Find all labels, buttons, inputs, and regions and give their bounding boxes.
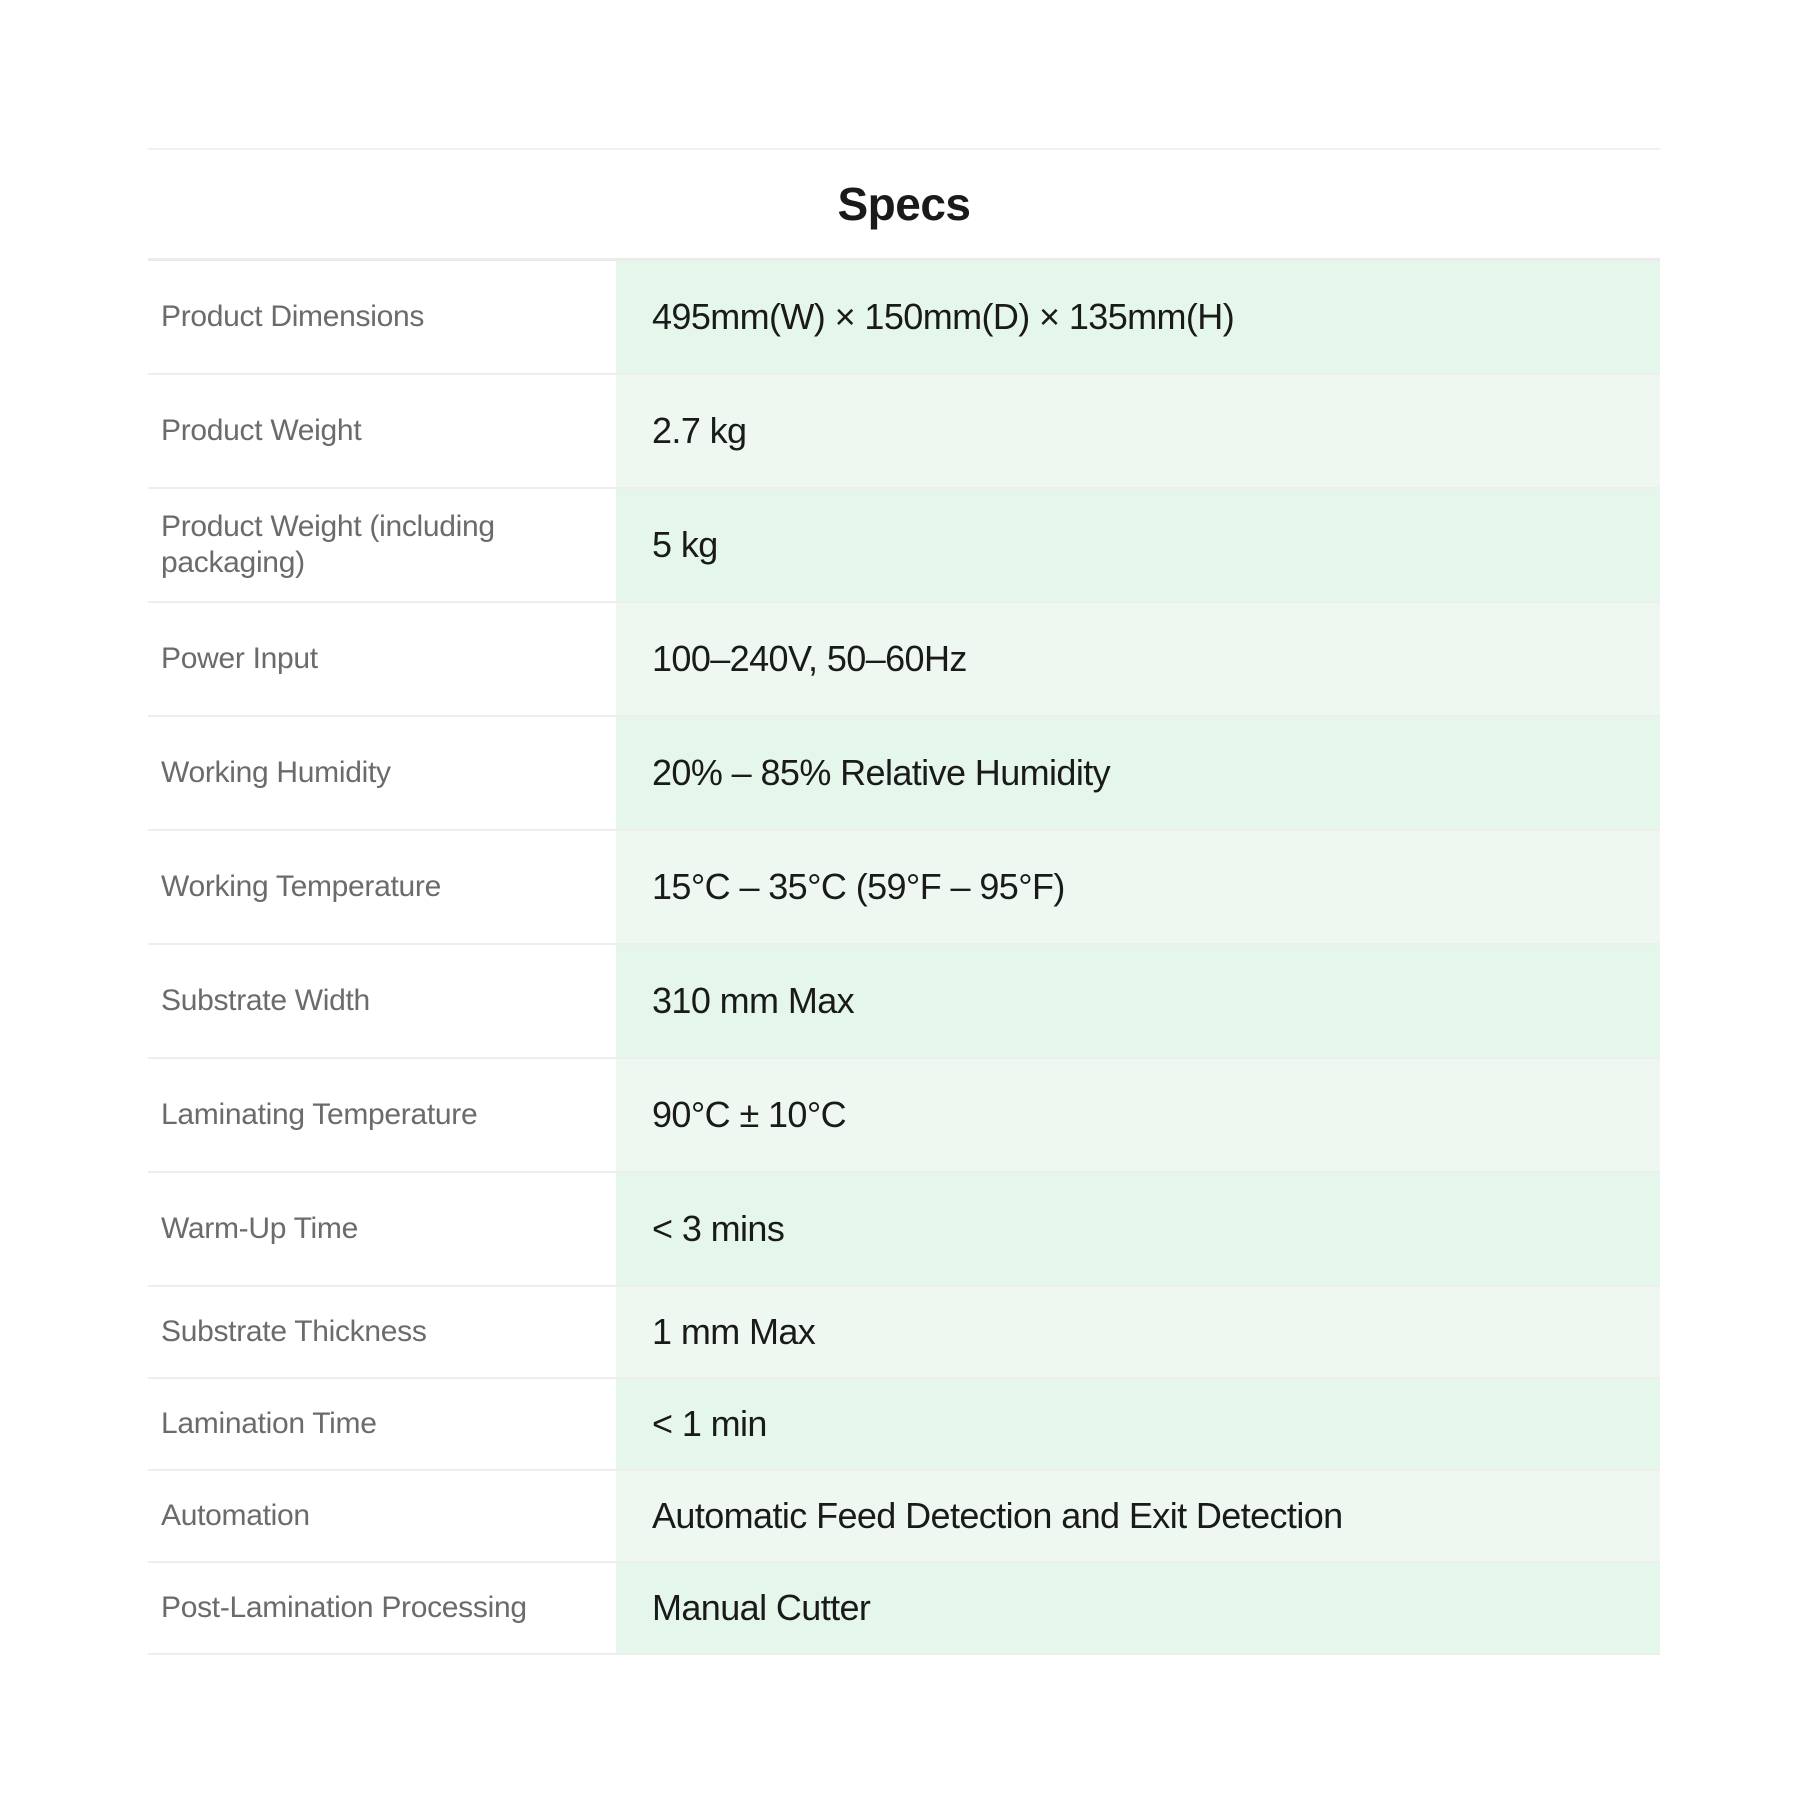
- spec-value: < 1 min: [616, 1379, 1660, 1469]
- spec-row-product-weight: [148, 375, 1660, 489]
- spec-label: Working Humidity: [148, 717, 616, 829]
- spec-value: Automatic Feed Detection and Exit Detection: [616, 1471, 1660, 1561]
- spec-row-post-lamination-processing: [148, 1563, 1660, 1655]
- specs-header: [148, 148, 1660, 261]
- spec-value: < 3 mins: [616, 1173, 1660, 1285]
- spec-row-product-dimensions: [148, 261, 1660, 375]
- specs-body: [148, 261, 1660, 1655]
- spec-value: 20% – 85% Relative Humidity: [616, 717, 1660, 829]
- spec-value: 310 mm Max: [616, 945, 1660, 1057]
- spec-value: 90°C ± 10°C: [616, 1059, 1660, 1171]
- spec-value: 495mm(W) × 150mm(D) × 135mm(H): [616, 261, 1660, 373]
- spec-row-product-weight-packaging: [148, 489, 1660, 603]
- spec-label: Lamination Time: [148, 1379, 616, 1469]
- spec-row-power-input: [148, 603, 1660, 717]
- page-title: Specs: [837, 178, 971, 230]
- spec-value: 5 kg: [616, 489, 1660, 601]
- spec-label: Product Weight: [148, 375, 616, 487]
- spec-row-lamination-time: [148, 1379, 1660, 1471]
- spec-label: Warm-Up Time: [148, 1173, 616, 1285]
- spec-value: Manual Cutter: [616, 1563, 1660, 1653]
- spec-row-substrate-thickness: [148, 1287, 1660, 1379]
- spec-value: 1 mm Max: [616, 1287, 1660, 1377]
- spec-label: Working Temperature: [148, 831, 616, 943]
- specs-table: [148, 148, 1660, 1655]
- spec-value: 15°C – 35°C (59°F – 95°F): [616, 831, 1660, 943]
- spec-row-working-temperature: [148, 831, 1660, 945]
- spec-row-substrate-width: [148, 945, 1660, 1059]
- spec-row-warm-up-time: [148, 1173, 1660, 1287]
- spec-label: Product Weight (including packaging): [148, 489, 616, 601]
- spec-row-automation: [148, 1471, 1660, 1563]
- spec-label: Substrate Thickness: [148, 1287, 616, 1377]
- spec-label: Laminating Temperature: [148, 1059, 616, 1171]
- spec-row-laminating-temperature: [148, 1059, 1660, 1173]
- spec-row-working-humidity: [148, 717, 1660, 831]
- spec-label: Power Input: [148, 603, 616, 715]
- spec-label: Automation: [148, 1471, 616, 1561]
- spec-label: Substrate Width: [148, 945, 616, 1057]
- spec-label: Product Dimensions: [148, 261, 616, 373]
- spec-label: Post-Lamination Processing: [148, 1563, 616, 1653]
- spec-value: 2.7 kg: [616, 375, 1660, 487]
- spec-value: 100–240V, 50–60Hz: [616, 603, 1660, 715]
